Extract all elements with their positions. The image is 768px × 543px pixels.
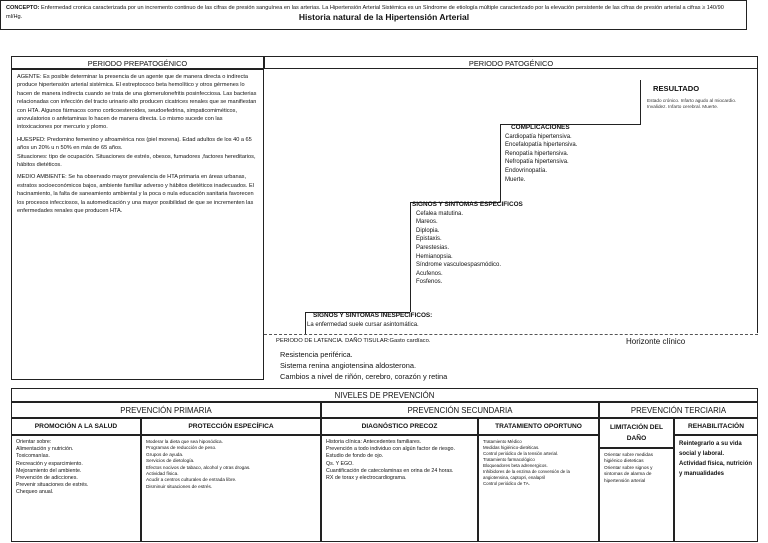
promocion-item: Orientar sobre: [16, 439, 52, 445]
limitacion-item: Orientar sobre signos y sintomas de alarma de hipertensión arterial [604, 464, 653, 483]
diagnostico-item: Cuantificación de catecolaminas en orina de 24 horas. [326, 467, 454, 474]
patogenico-right-border [757, 69, 758, 333]
medio-ambiente-text: MEDIO AMBIENTE: Se ha observado mayor prevalencia de HTA primaria en áreas urbanas, estratos socioeconómicos bajos, ambiente familiar adverso y hábitos dietéticos inadecuados. El hacinamiento, la falta de saneamiento ambiental y la poca o nula educación sanitaria favorecen los procesos infecciosos, la automedicación y una mayor posibilidad de que se incrementen las enfermedades renales que producen HTA. [17, 174, 254, 215]
especificos-item: Cefalea matutina. [416, 210, 464, 217]
stair-line-1v [640, 80, 641, 124]
complicaciones-item: Muerte. [505, 176, 526, 183]
huesped-text: HUESPED: Predomino femenino y afroamérica nos (piel morena). Edad adultos de los 40 a 65 años un 20% u n 50% en más de 65 años. [17, 136, 252, 152]
complicaciones-item: Nefropatía hipertensiva. [505, 159, 569, 166]
diagnostico-item: Qs. Y EGO. [326, 460, 354, 467]
limitacion-cell [599, 448, 674, 542]
resultado-text: Estado crónico. Infarto agudo al miocardio. Invalidez. Infarto cerebral. Muerte. [647, 98, 737, 110]
diagnostico-item: Prevención a todo individuo con algún factor de riesgo. [326, 446, 455, 453]
latencia-list [280, 349, 447, 382]
especificos-item: Acufenos. [416, 270, 443, 277]
agente-text: AGENTE: Es posible determinar la presencia de un agente que de manera directa o indirecta produce hipertensión arterial sistémica. El estreptococo beta hemolítico y otros gérmenes lo hacen de manera indirecta cuando se trata de una glomerulonefritis posinfecciosa. Las bacterias relacionadas con infección del tracto urinario alto producen cicatrices renales que se manifiestan con HTA. Algunos fármacos como corticoesteroides, seudoefedrina, simpaticomiméticos, anovulatorios o anfetaminas lo hacen de manera directa. Lo mismo sucede con las intoxicaciones por mercurio y plomo. [17, 74, 257, 131]
prepatogenico-header: PERIODO PREPATOGÉNICO [87, 59, 188, 68]
diagnostico-header-box [321, 418, 478, 435]
promocion-item: Mejoramiento del ambiente. [16, 467, 82, 474]
page-title: Historia natural de la Hipertensión Arterial [298, 12, 470, 22]
rehabilitacion-header-box [674, 418, 758, 435]
latencia-item: Resistencia periférica. [280, 350, 353, 359]
limitacion-item: Orientar sobre medidas higiénico dieteticas [604, 452, 653, 464]
patogenico-header: PERIODO PATOGÉNICO [468, 59, 554, 68]
terciaria-header-box [599, 402, 758, 418]
diagnostico-cell [321, 435, 478, 542]
rehabilitacion-item: Actividad física, nutrición y manualidades [679, 461, 753, 477]
especificos-block [412, 201, 562, 287]
proteccion-title: PROTECCIÓN ESPECÍFICA [188, 423, 274, 430]
especificos-item: Diplopia. [416, 227, 440, 234]
tratamiento-item: Tratamiento farmacológico [483, 457, 535, 462]
horizonte-line [264, 334, 758, 335]
inespecificos-title: SIGNOS Y SINTOMAS INESPECIFICOS: [313, 312, 433, 319]
secundaria-header-box [321, 402, 599, 418]
promocion-item: Alimentación y nutrición. [16, 446, 74, 453]
terciaria-header: PREVENCIÓN TERCIARIA [630, 406, 727, 415]
promocion-cell [11, 435, 141, 542]
latencia-item: Sistema renina angiotensina aldosterona. [280, 361, 416, 370]
diagnostico-item: RX de torax y electrocardiograma. [326, 475, 407, 482]
especificos-item: Epistaxis. [416, 236, 442, 243]
inespecificos-text: La enfermedad suele cursar asintomática. [307, 321, 419, 328]
concept-text: Enfermedad cronica caracterizada por un incremento continuo de las cifras de presión sanguínea en las arterias. La Hipertensión Arterial Sistémica es un Síndrome de etiología múltiple caracterizado por la elevación persistente de las cifras de presión arterial a cifras ≥ 140/90 ml/Hg. [6, 5, 724, 20]
diagnostico-item: Historia clínica: Antecedentes familiares. [326, 439, 422, 445]
proteccion-cell [141, 435, 321, 542]
complicaciones-item: Encefalopatía hipertensiva. [505, 142, 578, 149]
proteccion-item: Moderar la dieta que sea hiposódica. [146, 439, 223, 444]
promocion-item: Recreación y esparcimiento. [16, 460, 83, 467]
primaria-header-box [11, 402, 321, 418]
promocion-item: Prevenir situaciones de estrés. [16, 482, 89, 489]
proteccion-header-box [141, 418, 321, 435]
proteccion-item: Efectos nocivos de tabaco, alcohol y otras drogas. [146, 464, 251, 470]
proteccion-item: Grupos de ayuda. [146, 451, 184, 457]
promocion-item: Toxicomanías. [16, 453, 50, 460]
promocion-header-box [11, 418, 141, 435]
complicaciones-item: Endovrinopatía. [505, 167, 548, 174]
especificos-item: Síndrome vasculoespasmódico. [416, 262, 502, 269]
complicaciones-item: Renopatía hipertensiva. [505, 150, 569, 157]
especificos-item: Parestesias. [416, 244, 450, 251]
concept-label: CONCEPTO: [6, 5, 40, 11]
limitacion-title: LIMITACIÓN DEL DAÑO [610, 424, 663, 442]
especificos-item: Hemianopsia. [416, 253, 453, 260]
tratamiento-cell [478, 435, 599, 542]
promocion-item: Prevención de adicciones. [16, 475, 78, 482]
primaria-header: PREVENCIÓN PRIMARIA [120, 406, 212, 415]
proteccion-item: Servicios de dietología. [146, 458, 195, 464]
complicaciones-title: COMPLICACIONES [511, 124, 570, 131]
proteccion-item: Programas de reducción de peso. [146, 445, 217, 451]
tratamiento-item: Medidas higiénico-dietéticas. [483, 445, 540, 450]
inespecificos-block [307, 312, 457, 329]
rehabilitacion-cell [674, 435, 758, 542]
especificos-title: SIGNOS Y SINTOMAS ESPECIFICOS [412, 201, 523, 208]
tratamiento-item: Control periódico de la tensión arterial. [483, 451, 559, 456]
latencia-text: PERIODO DE LATENCIA. DAÑO TISULAR:Gasto cardíaco. [276, 338, 431, 344]
especificos-item: Mareos. [416, 219, 438, 226]
tratamiento-item: Inhibidores de la enzima de conversión de la angiotensina, captopri, enalapril [483, 469, 570, 480]
complicaciones-item: Cardiopatía hipertensiva. [505, 133, 572, 140]
limitacion-header-box [599, 418, 674, 448]
complicaciones-block [505, 124, 635, 184]
proteccion-item: Acudir a centros culturales de entrada libre. [146, 477, 237, 483]
resultado-block [644, 84, 756, 111]
tratamiento-title: TRATAMIENTO OPORTUNO [495, 423, 582, 430]
niveles-header: NIVELES DE PREVENCIÓN [334, 391, 435, 400]
latencia-item: Cambios a nivel de riñón, cerebro, corazón y retina [280, 372, 448, 381]
tratamiento-item: Tratamiento Médico [483, 439, 522, 444]
proteccion-item: Actividad física. [146, 471, 179, 477]
promocion-title: PROMOCIÓN A LA SALUD [34, 423, 118, 430]
rehabilitacion-title: REHABILITACIÓN [688, 423, 744, 430]
horizonte-label: Horizonte clínico [626, 337, 686, 346]
promocion-item: Chequeo anual. [16, 489, 54, 496]
diagnostico-title: DIAGNÓSTICO PRECOZ [361, 423, 438, 430]
prepatogenico-body [11, 69, 264, 380]
patogenico-header-box [264, 56, 758, 69]
situaciones-text: Situaciones: tipo de ocupación. Situaciones de estrés, obesos, fumadores ,factores hereditarios, hábitos dietéticos. [17, 153, 256, 169]
tratamiento-item: Control periódico de TA. [483, 481, 530, 486]
diagnostico-item: Estudio de fondo de ojo. [326, 453, 384, 460]
tratamiento-item: Bloqueadores beta adrenergicos. [483, 463, 548, 468]
proteccion-item: Disminuir situaciones de estrés. [146, 483, 213, 489]
resultado-title: RESULTADO [653, 84, 700, 93]
niveles-header-box [11, 388, 758, 402]
secundaria-header: PREVENCIÓN SECUNDARIA [407, 406, 513, 415]
prepatogenico-header-box [11, 56, 264, 69]
rehabilitacion-item: Reintegrarlo a su vida social y laboral. [679, 441, 742, 457]
especificos-item: Fosfenos. [416, 279, 443, 286]
tratamiento-header-box [478, 418, 599, 435]
